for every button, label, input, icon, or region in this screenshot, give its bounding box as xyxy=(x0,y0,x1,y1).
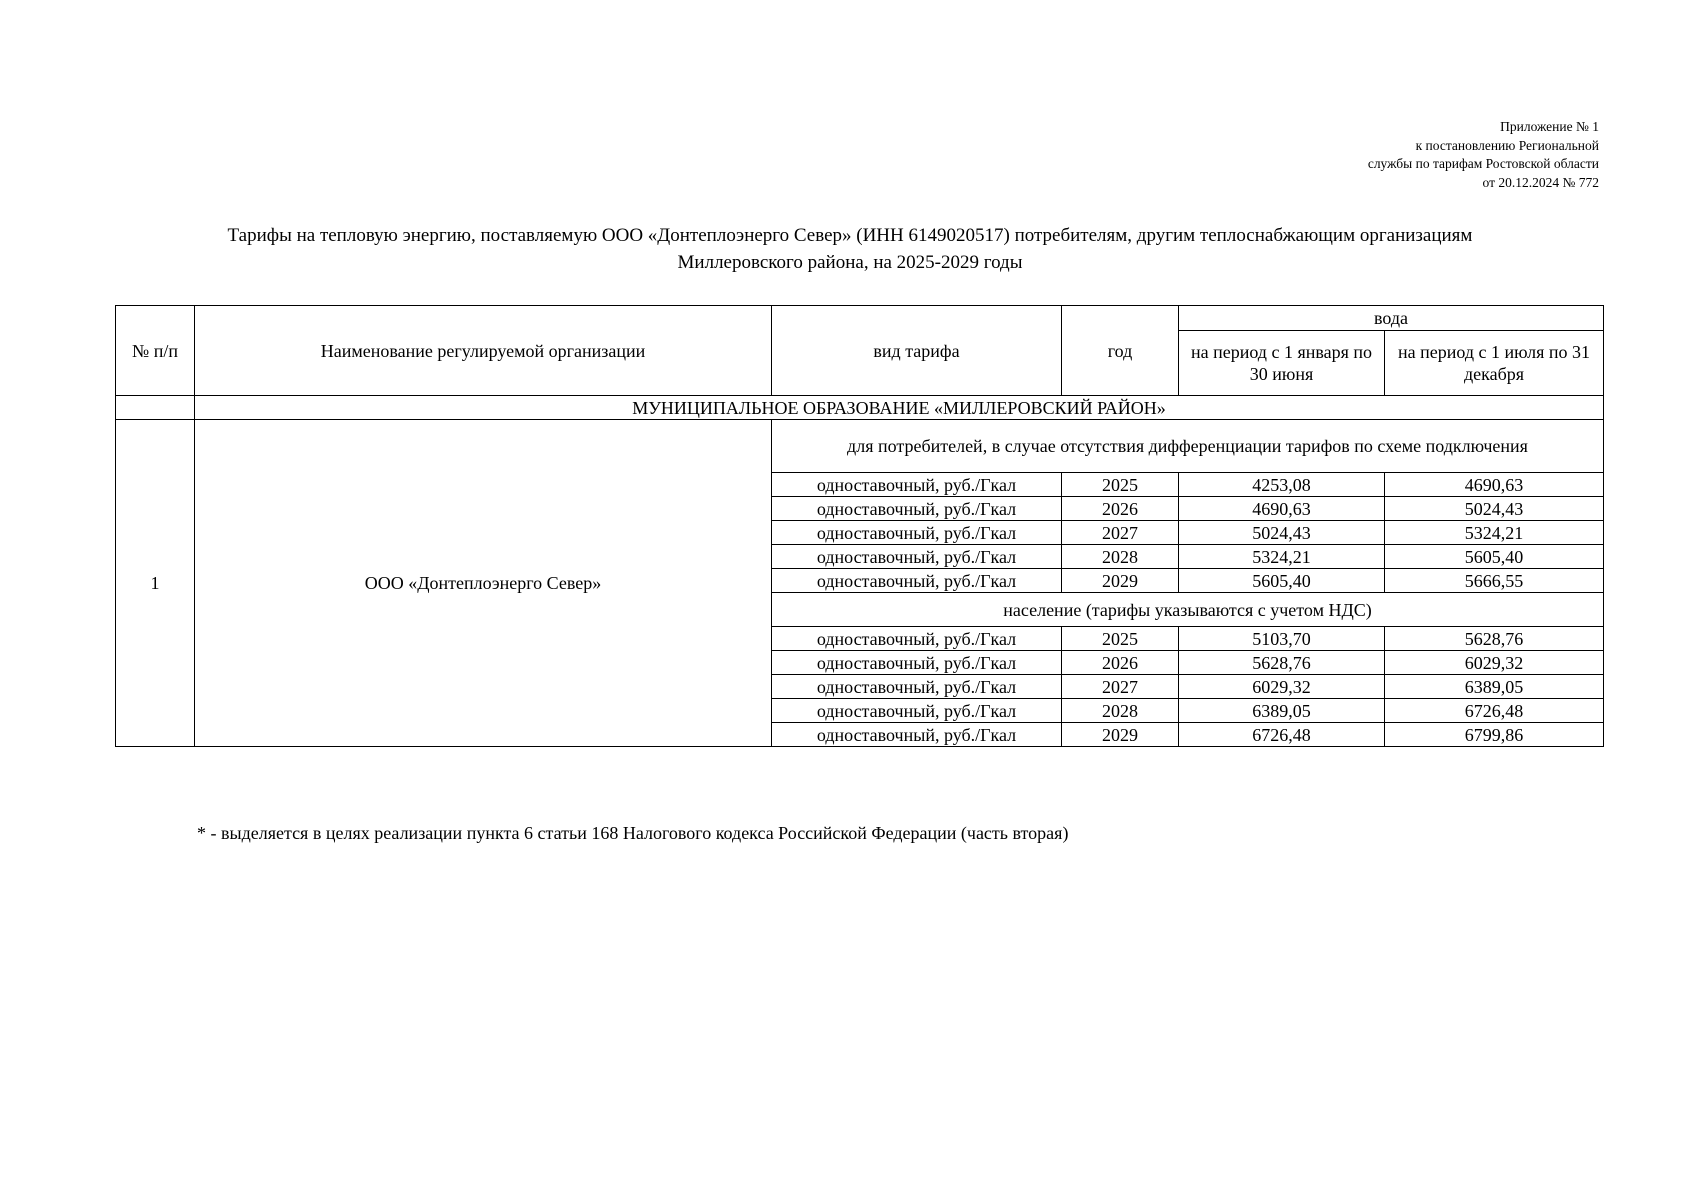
org-name: ООО «Донтеплоэнерго Север» xyxy=(195,420,772,747)
cell-p2: 6029,32 xyxy=(1385,651,1604,675)
cell-p2: 6799,86 xyxy=(1385,723,1604,747)
cell-p1: 4690,63 xyxy=(1179,497,1385,521)
cell-type: одноставочный, руб./Гкал xyxy=(772,545,1062,569)
cell-p2: 5324,21 xyxy=(1385,521,1604,545)
group-label: для потребителей, в случае отсутствия дифференциации тарифов по схеме подключения xyxy=(772,420,1604,473)
cell-year: 2026 xyxy=(1062,497,1179,521)
cell-type: одноставочный, руб./Гкал xyxy=(772,521,1062,545)
cell-p1: 5103,70 xyxy=(1179,627,1385,651)
cell-year: 2026 xyxy=(1062,651,1179,675)
cell-type: одноставочный, руб./Гкал xyxy=(772,651,1062,675)
footnote: * - выделяется в целях реализации пункта 6 статьи 168 Налогового кодекса Российской Федерации (часть вторая) xyxy=(197,823,1069,843)
group-label: население (тарифы указываются с учетом НДС) xyxy=(772,593,1604,627)
cell-p1: 4253,08 xyxy=(1179,473,1385,497)
cell-p2: 5024,43 xyxy=(1385,497,1604,521)
cell-p1: 5324,21 xyxy=(1179,545,1385,569)
cell-p1: 5605,40 xyxy=(1179,569,1385,593)
cell-type: одноставочный, руб./Гкал xyxy=(772,473,1062,497)
municipality-row: МУНИЦИПАЛЬНОЕ ОБРАЗОВАНИЕ «МИЛЛЕРОВСКИЙ РАЙОН» xyxy=(195,396,1604,420)
cell-year: 2029 xyxy=(1062,723,1179,747)
cell-p2: 4690,63 xyxy=(1385,473,1604,497)
header-period1: на период с 1 января по 30 июня xyxy=(1179,331,1385,396)
cell-year: 2027 xyxy=(1062,521,1179,545)
cell-type: одноставочный, руб./Гкал xyxy=(772,723,1062,747)
cell-year: 2029 xyxy=(1062,569,1179,593)
cell-p1: 5024,43 xyxy=(1179,521,1385,545)
cell-p1: 6389,05 xyxy=(1179,699,1385,723)
cell-year: 2025 xyxy=(1062,473,1179,497)
title-line: Тарифы на тепловую энергию, поставляемую ООО «Донтеплоэнерго Север» (ИНН 6149020517) потребителям, другим теплоснабжающим организациям xyxy=(227,225,1473,246)
cell-p2: 6389,05 xyxy=(1385,675,1604,699)
header-year: год xyxy=(1062,306,1179,396)
appendix-line: от 20.12.2024 № 772 xyxy=(1482,174,1599,190)
cell-type: одноставочный, руб./Гкал xyxy=(772,569,1062,593)
row-number: 1 xyxy=(116,420,195,747)
cell-p2: 5605,40 xyxy=(1385,545,1604,569)
appendix-line: Приложение № 1 xyxy=(1500,119,1599,134)
cell-year: 2028 xyxy=(1062,545,1179,569)
cell-type: одноставочный, руб./Гкал xyxy=(772,675,1062,699)
header-period2: на период с 1 июля по 31 декабря xyxy=(1385,331,1604,396)
appendix-block xyxy=(1368,118,1599,192)
header-type: вид тарифа xyxy=(772,306,1062,396)
cell-p1: 6726,48 xyxy=(1179,723,1385,747)
cell-type: одноставочный, руб./Гкал xyxy=(772,699,1062,723)
cell-p1: 5628,76 xyxy=(1179,651,1385,675)
cell-p1: 6029,32 xyxy=(1179,675,1385,699)
cell-type: одноставочный, руб./Гкал xyxy=(772,497,1062,521)
cell-p2: 5666,55 xyxy=(1385,569,1604,593)
header-num: № п/п xyxy=(116,306,195,396)
header-org: Наименование регулируемой организации xyxy=(195,306,772,396)
cell-type: одноставочный, руб./Гкал xyxy=(772,627,1062,651)
cell-p2: 5628,76 xyxy=(1385,627,1604,651)
cell-year: 2028 xyxy=(1062,699,1179,723)
title-line: Миллеровского района, на 2025-2029 годы xyxy=(677,252,1023,273)
document-title xyxy=(110,222,1590,276)
cell-p2: 6726,48 xyxy=(1385,699,1604,723)
appendix-line: службы по тарифам Ростовской области xyxy=(1367,156,1599,171)
empty-cell xyxy=(116,396,195,420)
appendix-line: к постановлению Региональной xyxy=(1415,137,1599,153)
cell-year: 2027 xyxy=(1062,675,1179,699)
header-water: вода xyxy=(1179,306,1604,331)
cell-year: 2025 xyxy=(1062,627,1179,651)
tariff-table xyxy=(115,305,1604,747)
